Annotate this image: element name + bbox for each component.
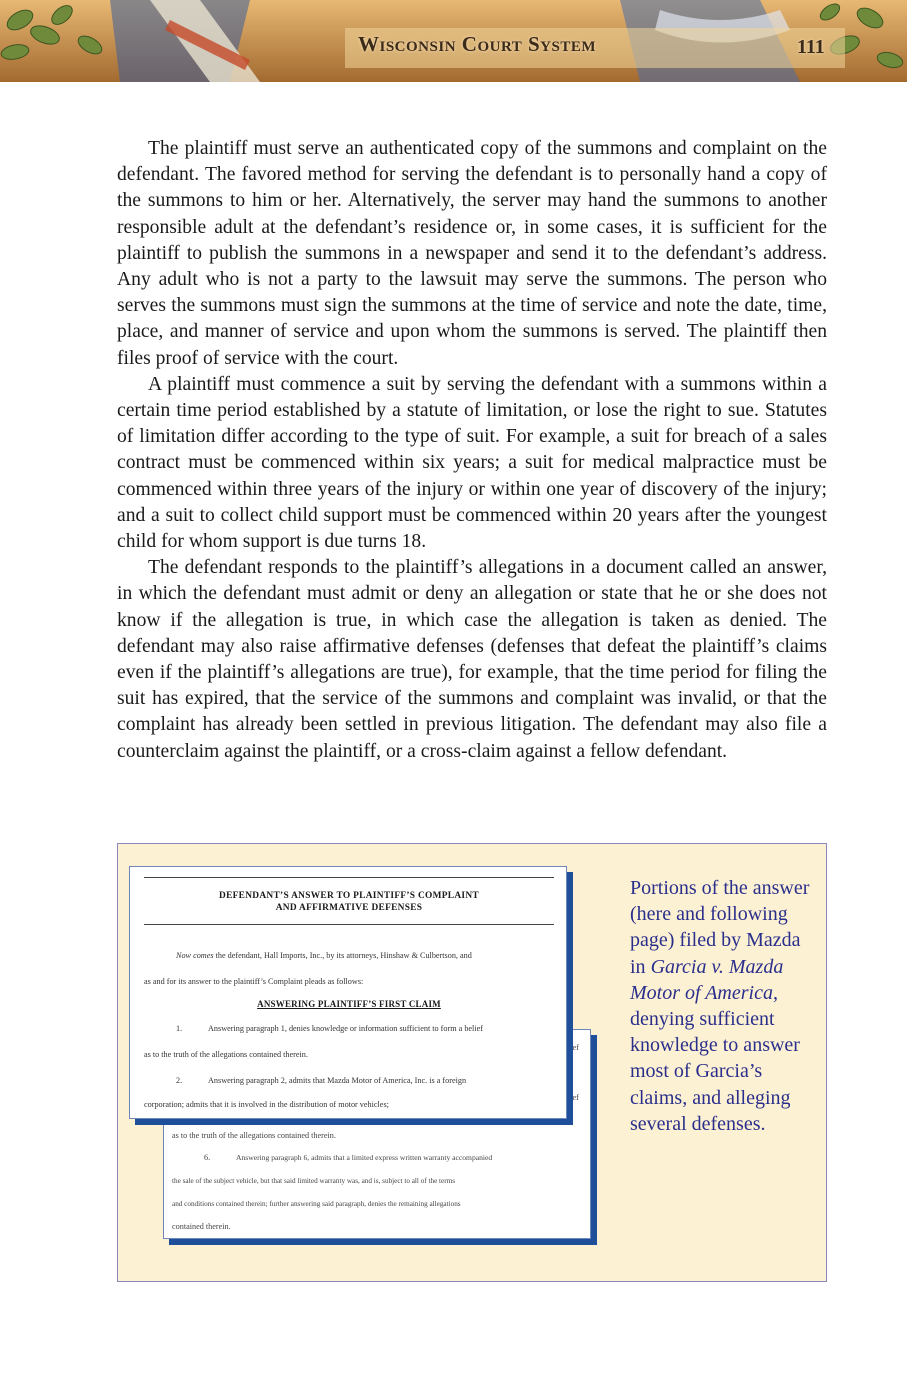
doc-rule <box>144 924 554 925</box>
back-doc-line: Answering paragraph 6, admits that a limited express written warranty accompanied <box>236 1153 493 1162</box>
doc-para-line: Answering paragraph 2, admits that Mazda Motor of America, Inc. is a foreign <box>208 1076 467 1085</box>
doc-para-line: Answering paragraph 1, denies knowledge or information sufficient to form a belief <box>208 1024 483 1033</box>
doc-section-heading: ANSWERING PLAINTIFF’S FIRST CLAIM <box>257 999 441 1009</box>
exhibit-box <box>117 843 827 1282</box>
answer-document-front <box>129 866 567 1119</box>
doc-rule <box>144 877 554 878</box>
doc-intro-line: as and for its answer to the plaintiff’s Complaint pleads as follows: <box>144 977 364 986</box>
page-number: 111 <box>797 36 825 58</box>
doc-title-line1: DEFENDANT’S ANSWER TO PLAINTIFF’S COMPLAINT <box>219 891 479 901</box>
back-doc-line: as to the truth of the allegations contained therein. <box>172 1131 336 1140</box>
doc-para-line: corporation; admits that it is involved in the distribution of motor vehicles; <box>144 1100 389 1109</box>
header-title: Wisconsin Court System <box>358 32 597 56</box>
case-name: Garcia v. Mazda Motor of America <box>630 955 784 1004</box>
back-doc-para-number: 6. <box>204 1153 211 1162</box>
paragraph-answer: The defendant responds to the plaintiff’s allegations in a document called an answer, in which the defendant must admit or deny an allegation or state that he or she does not know if the allegation is true, in which case the allegation is taken as denied. The defendant may also raise affirmative defenses (defenses that defeat the plaintiff’s claims even if the plaintiff’s allegations are true), for example, that the time period for filing the suit has expired, that the service of the summons and complaint was invalid, or that the complaint has already been settled in previous litigation. The defendant may also file a counterclaim against the plaintiff, or a cross-claim against a fellow defendant. <box>117 557 827 762</box>
exhibit-caption: Portions of the answer (here and following page) filed by Mazda in Garcia v. Mazda Motor of America, denying sufficient knowledge to answer most of Garcia’s claims, and alleging several defenses. <box>630 877 810 1135</box>
paragraph-service: The plaintiff must serve an authenticated copy of the summons and complaint on the defendant. The favored method for serving the defendant is to personally hand a copy of the summons to him or her. Alternatively, the server may hand the summons to another responsible adult at the defendant’s residence or, in some cases, it is sufficient for the plaintiff to publish the summons in a newspaper and send it to the defendant’s address. Any adult who is not a party to the lawsuit may serve the summons. The person who serves the summons must sign the summons at the time of service and note the date, time, place, and manner of service and upon whom the summons is served. The plaintiff then files proof of service with the court. <box>117 138 827 369</box>
doc-para-number: 1. <box>176 1024 183 1033</box>
back-doc-line: contained therein. <box>172 1222 231 1231</box>
back-doc-edge-text: lief <box>568 1093 579 1102</box>
back-doc-line: and conditions contained therein; further answering said paragraph, denies the remaining allegations <box>172 1200 461 1208</box>
back-doc-line: the sale of the subject vehicle, but that said limited warranty was, and is, subject to all of the terms <box>172 1177 456 1185</box>
body-text <box>117 136 827 765</box>
doc-para-line: as to the truth of the allegations contained therein. <box>144 1050 308 1059</box>
doc-title-line2: AND AFFIRMATIVE DEFENSES <box>275 903 423 913</box>
header-banner <box>0 0 907 82</box>
paragraph-limitation: A plaintiff must commence a suit by serving the defendant with a summons within a certain time period established by a statute of limitation, or lose the right to sue. Statutes of limitation differ according to the type of suit. For example, a suit for breach of a sales contract must be commenced within six years; a suit for medical malpractice must be commenced within three years of the injury or within one year of discovery of the injury; and a suit to collect child support must be commenced within 20 years after the youngest child for whom support is due turns 18. <box>117 373 827 553</box>
back-doc-edge-text: lief <box>568 1043 579 1052</box>
doc-para-number: 2. <box>176 1076 183 1085</box>
doc-intro-line: Now comes the defendant, Hall Imports, Inc., by its attorneys, Hinshaw & Culbertson, and <box>176 951 472 960</box>
